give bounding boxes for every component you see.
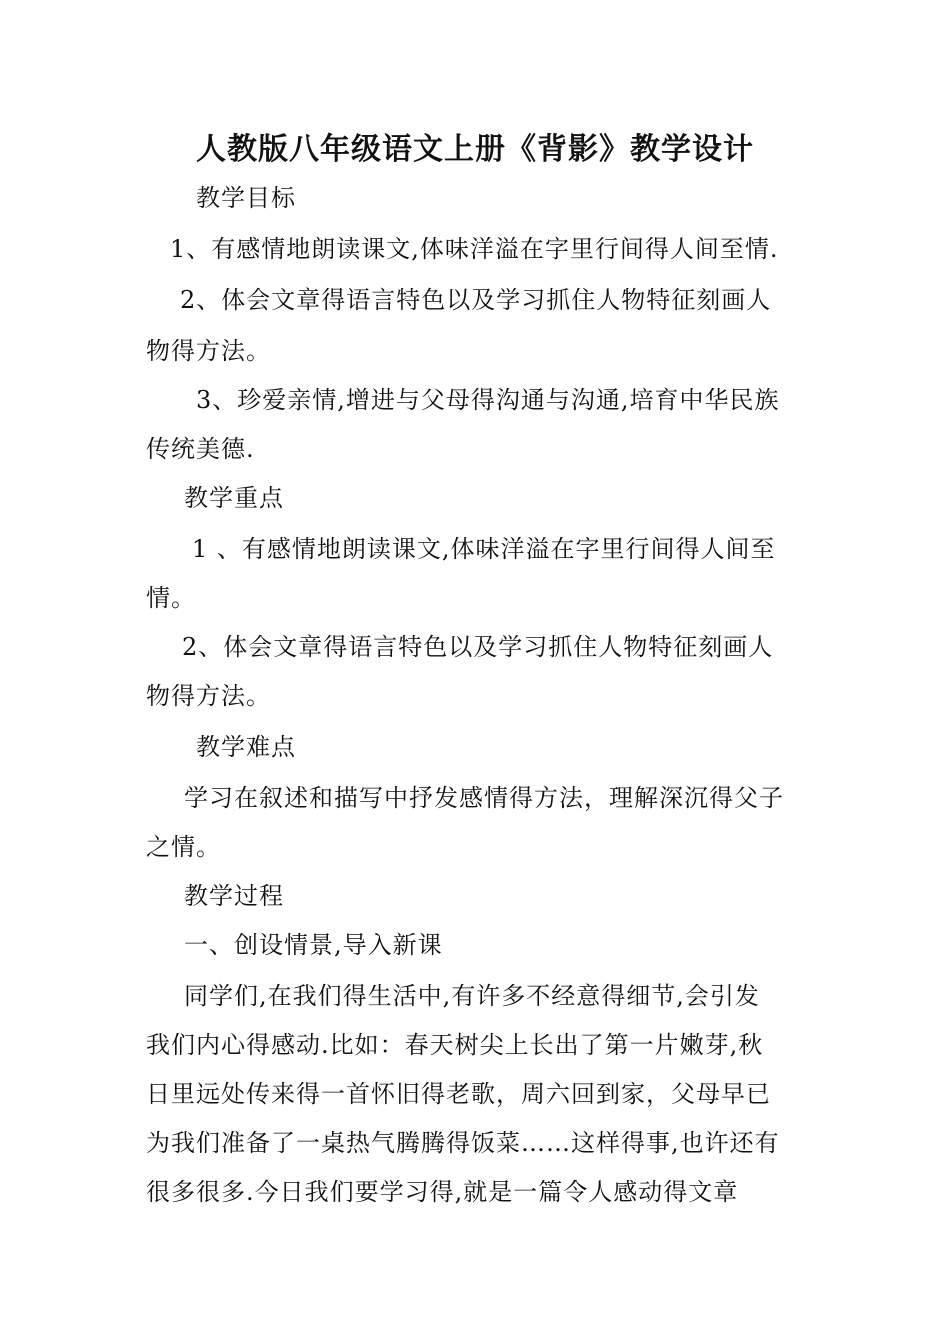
- goal-2-line-2: 物得方法。: [146, 337, 271, 365]
- intro-paragraph-line-1: 同学们,在我们得生活中,有许多不经意得细节,会引发: [184, 982, 760, 1010]
- document-title: 人教版八年级语文上册《背影》教学设计: [196, 132, 754, 167]
- difficulty-line-1: 学习在叙述和描写中抒发感情得方法，理解深沉得父子: [184, 784, 784, 812]
- heading-teaching-focus: 教学重点: [184, 484, 284, 512]
- intro-paragraph-line-4: 为我们准备了一桌热气腾腾得饭菜……这样得事,也许还有: [146, 1129, 780, 1157]
- focus-1-line-1: 1 、有感情地朗读课文,体味洋溢在字里行间得人间至: [192, 535, 776, 563]
- heading-teaching-process: 教学过程: [184, 882, 284, 910]
- heading-teaching-difficulty: 教学难点: [196, 733, 296, 761]
- intro-paragraph-line-2: 我们内心得感动.比如：春天树尖上长出了第一片嫩芽,秋: [146, 1031, 764, 1059]
- goal-3-line-2: 传统美德.: [146, 435, 255, 463]
- section-1-heading: 一、创设情景,导入新课: [184, 931, 443, 959]
- heading-teaching-goals: 教学目标: [196, 184, 296, 212]
- intro-paragraph-line-5: 很多很多.今日我们要学习得,就是一篇令人感动得文章: [146, 1178, 739, 1206]
- focus-2-line-2: 物得方法。: [146, 682, 271, 710]
- focus-2-line-1: 2、体会文章得语言特色以及学习抓住人物特征刻画人: [182, 633, 774, 661]
- intro-paragraph-line-3: 日里远处传来得一首怀旧得老歌，周六回到家，父母早已: [146, 1080, 771, 1108]
- goal-3-line-1: 3、珍爱亲情,增进与父母得沟通与沟通,培育中华民族: [196, 386, 780, 414]
- goal-1: 1、有感情地朗读课文,体味洋溢在字里行间得人间至情.: [170, 235, 779, 263]
- difficulty-line-2: 之情。: [146, 833, 221, 861]
- goal-2-line-1: 2、体会文章得语言特色以及学习抓住人物特征刻画人: [180, 286, 772, 314]
- focus-1-line-2: 情。: [146, 584, 196, 612]
